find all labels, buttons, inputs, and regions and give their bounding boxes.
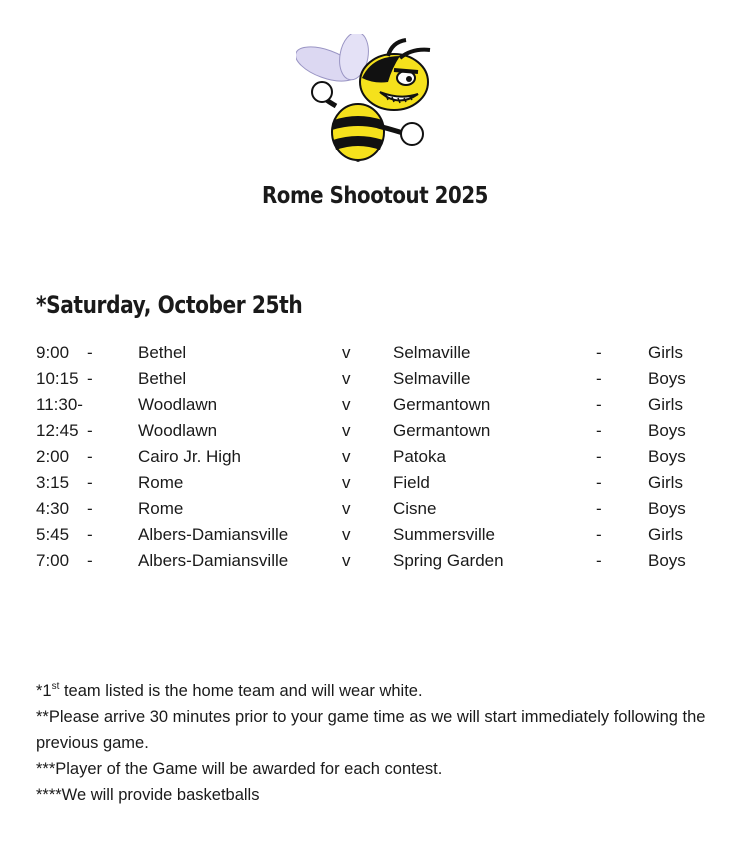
schedule-row xyxy=(0,522,750,548)
division-dash: - xyxy=(596,343,602,362)
home-team: Bethel xyxy=(138,343,187,362)
versus-label: v xyxy=(342,525,351,544)
home-team: Woodlawn xyxy=(138,395,218,414)
away-team: Spring Garden xyxy=(393,551,504,570)
game-time: 9:00 xyxy=(36,343,70,362)
division-dash: - xyxy=(596,447,602,466)
division-label: Boys xyxy=(648,369,686,388)
home-team: Albers-Damiansville xyxy=(138,551,289,570)
home-team: Woodlawn xyxy=(138,421,218,440)
game-time: 10:15 xyxy=(36,369,79,388)
home-team: Cairo Jr. High xyxy=(138,447,241,466)
note-arrival: **Please arrive 30 minutes prior to your game time as we will start immediately following the previous game. xyxy=(36,708,706,752)
schedule-row xyxy=(0,470,750,496)
schedule-row xyxy=(0,496,750,522)
time-dash: - xyxy=(87,447,93,466)
away-team: Cisne xyxy=(393,499,437,518)
away-team: Selmaville xyxy=(393,369,471,388)
away-team: Germantown xyxy=(393,395,491,414)
game-time: 11:30- xyxy=(36,395,83,414)
game-time: 12:45 xyxy=(36,421,79,440)
versus-label: v xyxy=(342,551,351,570)
schedule-row xyxy=(0,340,750,366)
away-team: Summersville xyxy=(393,525,496,544)
schedule-row xyxy=(0,392,750,418)
time-dash: - xyxy=(87,499,93,518)
division-dash: - xyxy=(596,525,602,544)
division-dash: - xyxy=(596,499,602,518)
division-dash: - xyxy=(596,395,602,414)
game-schedule xyxy=(0,340,750,574)
versus-label: v xyxy=(342,499,351,518)
home-team: Rome xyxy=(138,473,184,492)
schedule-row xyxy=(0,444,750,470)
time-dash: - xyxy=(87,343,93,362)
game-time: 3:15 xyxy=(36,473,70,492)
schedule-row xyxy=(0,366,750,392)
versus-label: v xyxy=(342,473,351,492)
away-team: Field xyxy=(393,473,430,492)
division-label: Boys xyxy=(648,447,686,466)
division-label: Boys xyxy=(648,551,686,570)
time-dash: - xyxy=(87,473,93,492)
division-dash: - xyxy=(596,473,602,492)
time-dash: - xyxy=(87,369,93,388)
page-title: Rome Shootout 2025 xyxy=(261,183,489,209)
time-dash: - xyxy=(87,421,93,440)
division-dash: - xyxy=(596,551,602,570)
away-team: Germantown xyxy=(393,421,491,440)
game-time: 7:00 xyxy=(36,551,70,570)
game-time: 5:45 xyxy=(36,525,70,544)
note-player-of-game: ***Player of the Game will be awarded for each contest. xyxy=(36,760,443,778)
versus-label: v xyxy=(342,343,351,362)
schedule-row xyxy=(0,418,750,444)
division-dash: - xyxy=(596,421,602,440)
game-time: 4:30 xyxy=(36,499,70,518)
division-dash: - xyxy=(596,369,602,388)
notes-section xyxy=(36,678,716,808)
away-team: Patoka xyxy=(393,447,446,466)
time-dash: - xyxy=(87,551,93,570)
home-team: Rome xyxy=(138,499,184,518)
time-dash: - xyxy=(87,525,93,544)
division-label: Girls xyxy=(648,473,683,492)
division-label: Girls xyxy=(648,525,683,544)
date-heading: *Saturday, October 25th xyxy=(36,291,303,319)
hornet-mascot-logo xyxy=(296,34,444,164)
home-team: Bethel xyxy=(138,369,187,388)
versus-label: v xyxy=(342,395,351,414)
division-label: Boys xyxy=(648,421,686,440)
note-basketballs: ****We will provide basketballs xyxy=(36,786,260,804)
versus-label: v xyxy=(342,369,351,388)
home-team: Albers-Damiansville xyxy=(138,525,289,544)
away-team: Selmaville xyxy=(393,343,471,362)
division-label: Boys xyxy=(648,499,686,518)
division-label: Girls xyxy=(648,343,683,362)
game-time: 2:00 xyxy=(36,447,70,466)
schedule-row xyxy=(0,548,750,574)
note-home-team: *1st team listed is the home team and will wear white. xyxy=(36,680,423,700)
division-label: Girls xyxy=(648,395,683,414)
versus-label: v xyxy=(342,447,351,466)
versus-label: v xyxy=(342,421,351,440)
